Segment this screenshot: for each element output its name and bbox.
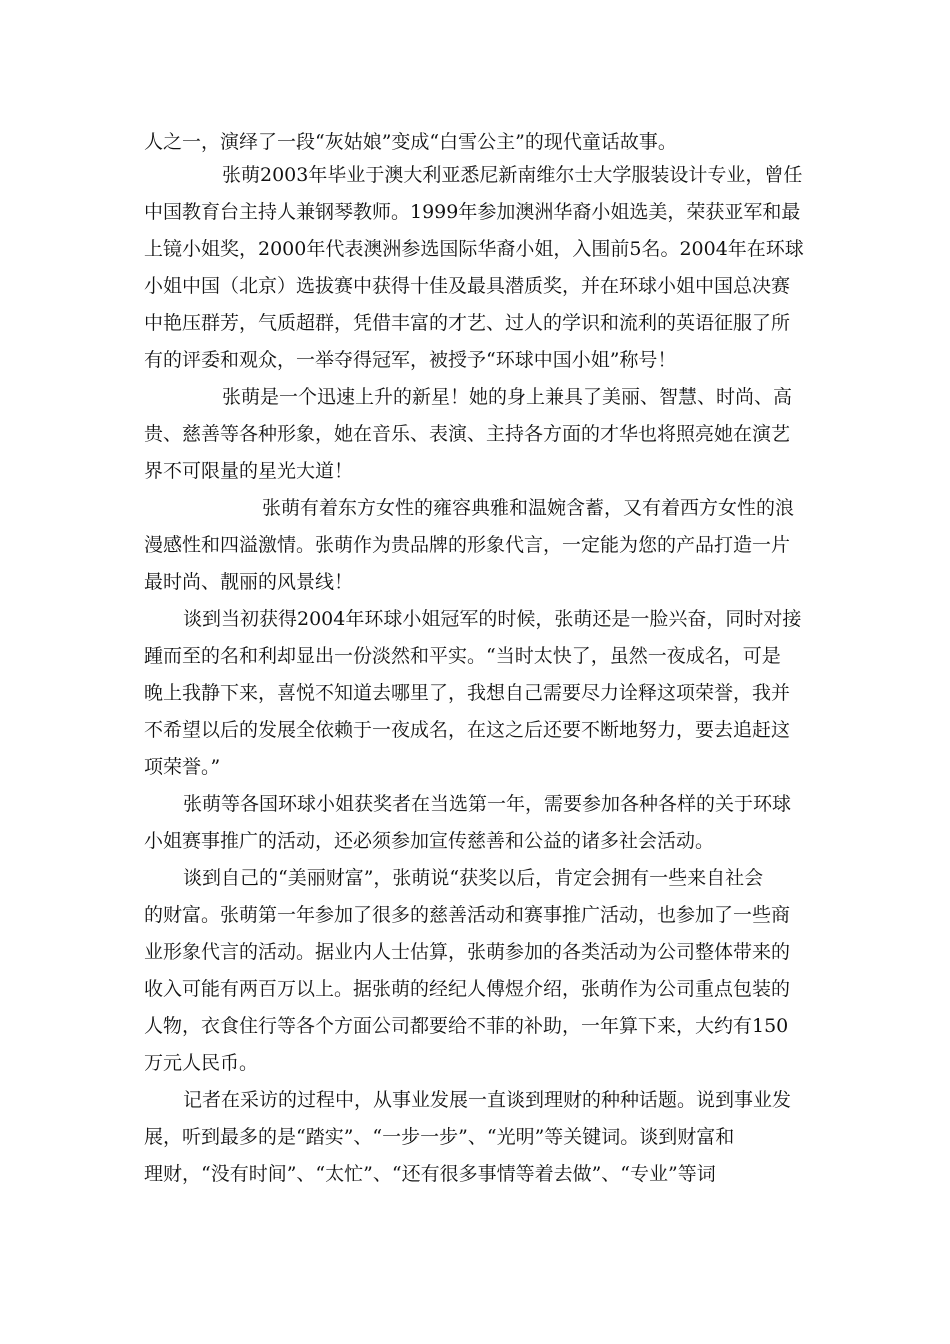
text-line: 上镜小姐奖，2000年代表澳洲参选国际华裔小姐，入围前5名。2004年在环球 — [144, 238, 804, 260]
text-line: 漫感性和四溢激情。张萌作为贵品牌的形象代言，一定能为您的产品打造一片 — [144, 534, 791, 556]
text-line: 最时尚、靓丽的风景线！ — [144, 571, 354, 593]
text-line: 项荣誉。” — [144, 756, 221, 778]
text-line: 有的评委和观众，一举夺得冠军，被授予“环球中国小姐”称号！ — [144, 349, 677, 371]
text-line: 不希望以后的发展全依赖于一夜成名，在这之后还要不断地努力，要去追赶这 — [144, 719, 791, 741]
text-line: 业形象代言的活动。据业内人士估算，张萌参加的各类活动为公司整体带来的 — [144, 941, 791, 963]
text-line: 贵、慈善等各种形象，她在音乐、表演、主持各方面的才华也将照亮她在演艺 — [144, 423, 791, 445]
text-line: 人之一，演绎了一段“灰姑娘”变成“白雪公主”的现代童话故事。 — [144, 131, 677, 153]
text-line: 展，听到最多的是“踏实”、“一步一步”、“光明”等关键词。谈到财富和 — [144, 1126, 735, 1148]
text-line: 万元人民币。 — [144, 1052, 259, 1074]
text-line: 的财富。张萌第一年参加了很多的慈善活动和赛事推广活动，也参加了一些商 — [144, 904, 791, 926]
text-line: 记者在采访的过程中，从事业发展一直谈到理财的种种话题。说到事业发 — [183, 1089, 792, 1111]
text-line: 张萌是一个迅速上升的新星！她的身上兼具了美丽、智慧、时尚、高 — [222, 386, 793, 408]
text-line: 界不可限量的星光大道！ — [144, 460, 354, 482]
text-line: 中国教育台主持人兼钢琴教师。1999年参加澳洲华裔小姐选美，荣获亚军和最 — [144, 201, 801, 223]
text-line: 小姐赛事推广的活动，还必须参加宣传慈善和公益的诸多社会活动。 — [144, 830, 715, 852]
text-line: 张萌2003年毕业于澳大利亚悉尼新南维尔士大学服装设计专业，曾任 — [222, 164, 803, 186]
text-line: 张萌等各国环球小姐获奖者在当选第一年，需要参加各种各样的关于环球 — [183, 793, 792, 815]
text-line: 晚上我静下来，喜悦不知道去哪里了，我想自己需要尽力诠释这项荣誉，我并 — [144, 682, 791, 704]
text-line: 中艳压群芳，气质超群，凭借丰富的才艺、过人的学识和流利的英语征服了所 — [144, 312, 791, 334]
text-line: 谈到当初获得2004年环球小姐冠军的时候，张萌还是一脸兴奋，同时对接 — [183, 608, 802, 630]
text-line: 踵而至的名和利却显出一份淡然和平实。“当时太快了，虽然一夜成名，可是 — [144, 645, 781, 667]
text-line: 人物，衣食住行等各个方面公司都要给不菲的补助，一年算下来，大约有150 — [144, 1015, 789, 1037]
text-line: 谈到自己的“美丽财富”，张萌说“获奖以后，肯定会拥有一些来自社会 — [183, 867, 764, 889]
text-line: 张萌有着东方女性的雍容典雅和温婉含蓄，又有着西方女性的浪 — [262, 497, 795, 519]
text-line: 理财，“没有时间”、“太忙”、“还有很多事情等着去做”、“专业”等词 — [144, 1163, 716, 1185]
text-line: 收入可能有两百万以上。据张萌的经纪人傅煜介绍，张萌作为公司重点包装的 — [144, 978, 791, 1000]
text-line: 小姐中国（北京）选拔赛中获得十佳及最具潜质奖，并在环球小姐中国总决赛 — [144, 275, 791, 297]
